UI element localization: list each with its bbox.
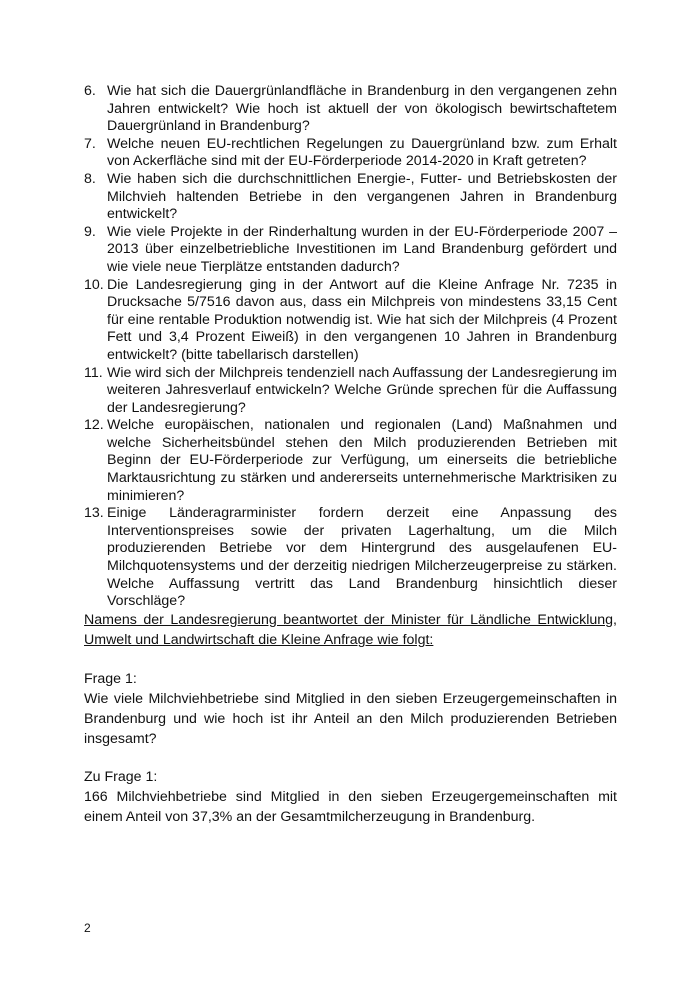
question-item bbox=[84, 171, 617, 224]
question-text: Wie viele Projekte in der Rinderhaltung wurden in der EU-Förderperiode 2007 – 2013 über einzelbetriebliche Investitionen im Land Brandenburg gefördert und wie viele neue Tierplätze entstanden dadurch? bbox=[107, 223, 617, 275]
question-number: 12. bbox=[84, 417, 104, 434]
question-item bbox=[84, 505, 617, 611]
question-number: 11. bbox=[84, 364, 103, 381]
question-1-label: Frage 1: bbox=[84, 671, 137, 687]
question-item bbox=[84, 136, 617, 171]
answer-1-label: Zu Frage 1: bbox=[84, 769, 158, 785]
question-item bbox=[84, 417, 617, 505]
question-1-text: Wie viele Milchviehbetriebe sind Mitglied in den sieben Erzeugergemeinschaften in Brandenburg und wie hoch ist ihr Anteil an den Milch produzierenden Betrieben insgesamt? bbox=[84, 691, 617, 747]
question-number: 6. bbox=[84, 83, 96, 99]
question-item bbox=[84, 83, 617, 136]
question-text: Wie hat sich die Dauergrünlandfläche in Brandenburg in den vergangenen zehn Jahren entwickelt? Wie hoch ist aktuell der von ökologisch bewirtschaftetem Dauergrünland in Brandenburg? bbox=[107, 83, 617, 135]
question-item bbox=[84, 277, 617, 365]
question-text: Einige Länderagrarminister fordern derzeit eine Anpassung des Interventionspreises sowie der privaten Lagerhaltung, um die Milch produzierenden Betriebe vor dem Hintergrund des ausgelaufenen EU-Milchquotensystems und der derzeitig niedrigen Milcherzeugerpreise zu stärken. Welche Auffassung vertritt das Land Brandenburg hinsichtlich dieser Vorschläge? bbox=[107, 505, 617, 610]
page-number: 2 bbox=[84, 921, 91, 935]
answer-intro: Namens der Landesregierung beantwortet der Minister für Ländliche Entwicklung, Umwelt und Landwirtschaft die Kleine Anfrage wie folgt: bbox=[84, 612, 617, 648]
question-item bbox=[84, 365, 617, 418]
question-number: 7. bbox=[84, 135, 96, 152]
question-number: 10. bbox=[84, 276, 104, 293]
question-text: Wie haben sich die durchschnittlichen Energie-, Futter- und Betriebskosten der Milchvieh haltenden Betriebe in den vergangenen Jahren in Brandenburg entwickelt? bbox=[107, 170, 617, 223]
question-number: 8. bbox=[84, 170, 96, 187]
question-text: Wie wird sich der Milchpreis tendenziell nach Auffassung der Landesregierung im weiteren Jahresverlauf entwickeln? Welche Gründe sprechen für die Auffassung der Landesregierung? bbox=[107, 364, 617, 416]
question-text: Welche neuen EU-rechtlichen Regelungen zu Dauergrünland bzw. zum Erhalt von Ackerfläche sind mit der EU-Förderperiode 2014-2020 in Kraft getreten? bbox=[107, 135, 617, 170]
answer-1-text: 166 Milchviehbetriebe sind Mitglied in den sieben Erzeugergemeinschaften mit einem Anteil von 37,3% an der Gesamtmilcherzeugung in Brandenburg. bbox=[84, 789, 617, 825]
question-list bbox=[84, 83, 617, 611]
question-text: Welche europäischen, nationalen und regionalen (Land) Maßnahmen und welche Sicherheitsbündel stehen den Milch produzierenden Betrieben mit Beginn der EU-Förderperiode zur Verfügung, um einerseits die betriebliche Marktausrichtung zu stärken und andererseits unternehmerische Marktrisiken zu minimieren? bbox=[107, 417, 617, 504]
question-number: 13. bbox=[84, 505, 104, 522]
question-item bbox=[84, 224, 617, 277]
question-text: Die Landesregierung ging in der Antwort auf die Kleine Anfrage Nr. 7235 in Drucksache 5/7516 davon aus, dass ein Milchpreis von mindestens 33,15 Cent für eine rentable Produktion notwendig ist. Wie hat sich der Milchpreis (4 Prozent Fett und 3,4 Prozent Eiweiß) in den vergangenen 10 Jahren in Brandenburg entwickelt? (bitte tabellarisch darstellen) bbox=[107, 276, 617, 363]
question-number: 9. bbox=[84, 223, 96, 240]
